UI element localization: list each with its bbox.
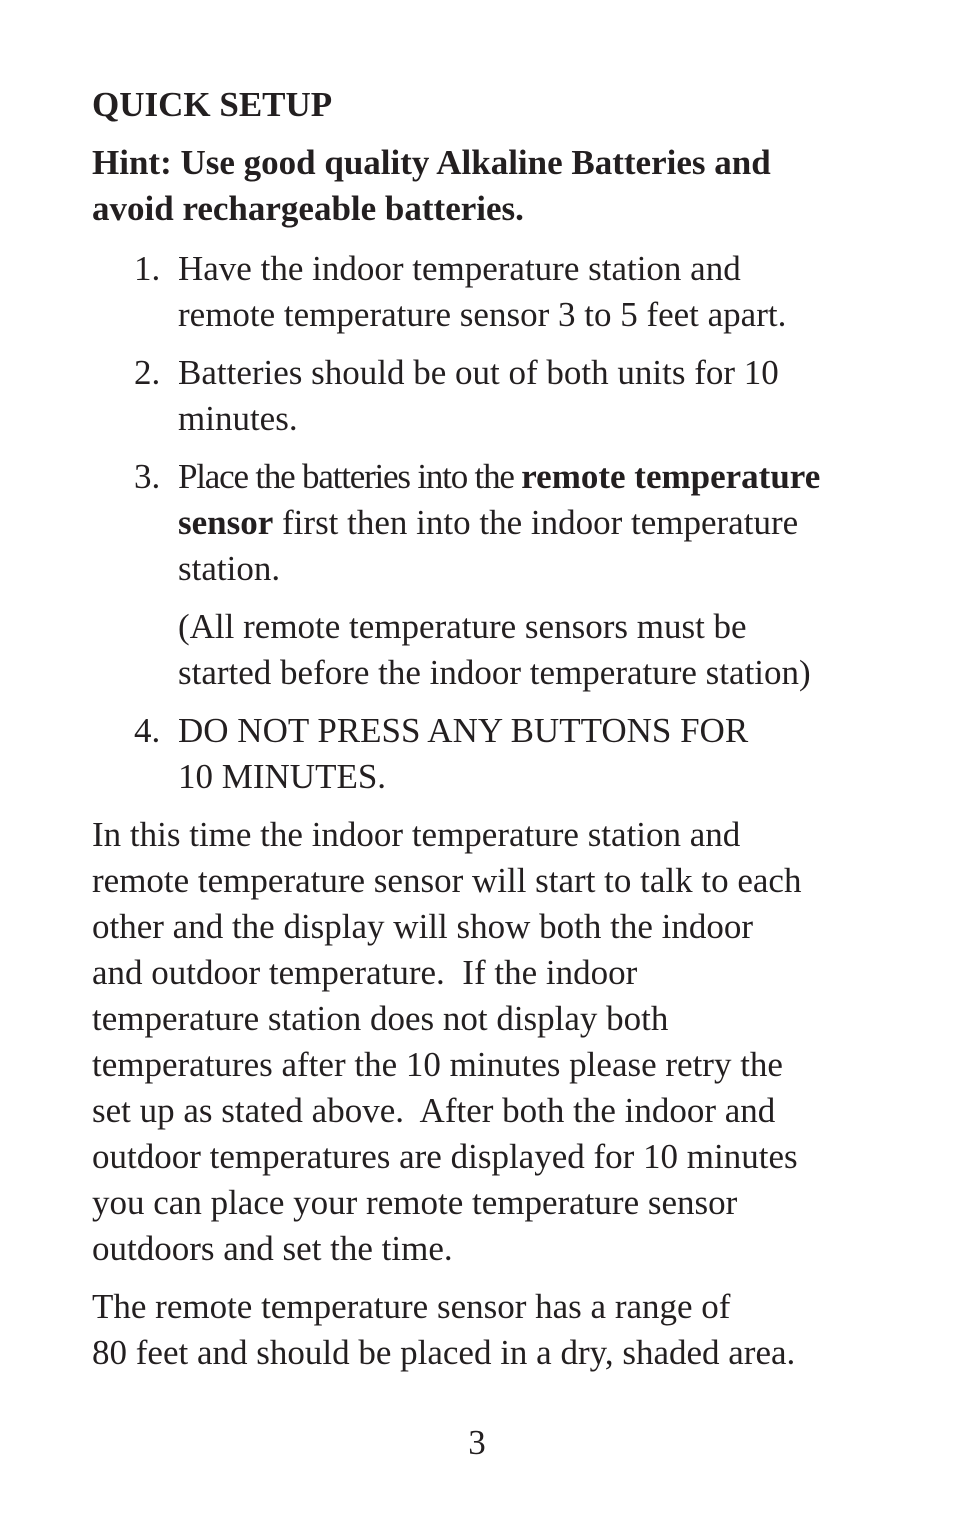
step-4-line-1: DO NOT PRESS ANY BUTTONS FOR (178, 711, 749, 750)
setup-step-1 (92, 246, 872, 338)
paragraph-line: The remote temperature sensor has a range of (92, 1287, 731, 1326)
paragraph-line: 80 feet and should be placed in a dry, shaded area. (92, 1333, 796, 1372)
setup-step-4 (92, 708, 872, 800)
step-number: 3. (134, 457, 161, 496)
hint-line-1: Hint: Use good quality Alkaline Batteries and (92, 143, 771, 182)
document-page (92, 82, 872, 1388)
setup-step-3 (92, 454, 872, 592)
paragraph-line: In this time the indoor temperature station and (92, 815, 741, 854)
body-paragraph-1 (92, 812, 872, 1272)
paragraph-line: you can place your remote temperature sensor (92, 1183, 738, 1222)
step-4-line-2: 10 MINUTES. (178, 757, 387, 796)
step-3-note (178, 604, 872, 696)
hint-text (92, 140, 872, 232)
page-number: 3 (468, 1423, 486, 1462)
paragraph-line: outdoors and set the time. (92, 1229, 453, 1268)
step-3-line-3: station. (178, 549, 281, 588)
hint-line-2: avoid rechargeable batteries. (92, 189, 524, 228)
step-3-plain-text: Place the batteries into the (178, 457, 522, 496)
step-number: 4. (134, 711, 161, 750)
step-3-line-2 (178, 500, 872, 546)
paragraph-line: outdoor temperatures are displayed for 10 minutes (92, 1137, 798, 1176)
step-3-emphasis: remote temperature (521, 457, 821, 496)
body-paragraph-2 (92, 1284, 872, 1376)
paragraph-line: temperature station does not display both (92, 999, 669, 1038)
step-2-line-1: Batteries should be out of both units for 10 (178, 353, 779, 392)
step-3-line-1 (178, 454, 872, 500)
paragraph-line: remote temperature sensor will start to talk to each (92, 861, 802, 900)
paragraph-line: other and the display will show both the indoor (92, 907, 754, 946)
step-number: 1. (134, 249, 161, 288)
section-heading: QUICK SETUP (92, 85, 333, 124)
step-3-note-line-2: started before the indoor temperature station) (178, 653, 811, 692)
step-3-emphasis-cont: sensor (178, 503, 274, 542)
step-3-plain-text-cont: first then into the indoor temperature (273, 503, 799, 542)
paragraph-line: and outdoor temperature. If the indoor (92, 953, 638, 992)
step-1-line-1: Have the indoor temperature station and (178, 249, 741, 288)
step-1-line-2: remote temperature sensor 3 to 5 feet apart. (178, 295, 787, 334)
paragraph-line: temperatures after the 10 minutes please retry the (92, 1045, 783, 1084)
step-3-note-line-1: (All remote temperature sensors must be (178, 607, 747, 646)
step-2-line-2: minutes. (178, 399, 298, 438)
setup-step-2 (92, 350, 872, 442)
step-number: 2. (134, 353, 161, 392)
paragraph-line: set up as stated above. After both the indoor and (92, 1091, 776, 1130)
